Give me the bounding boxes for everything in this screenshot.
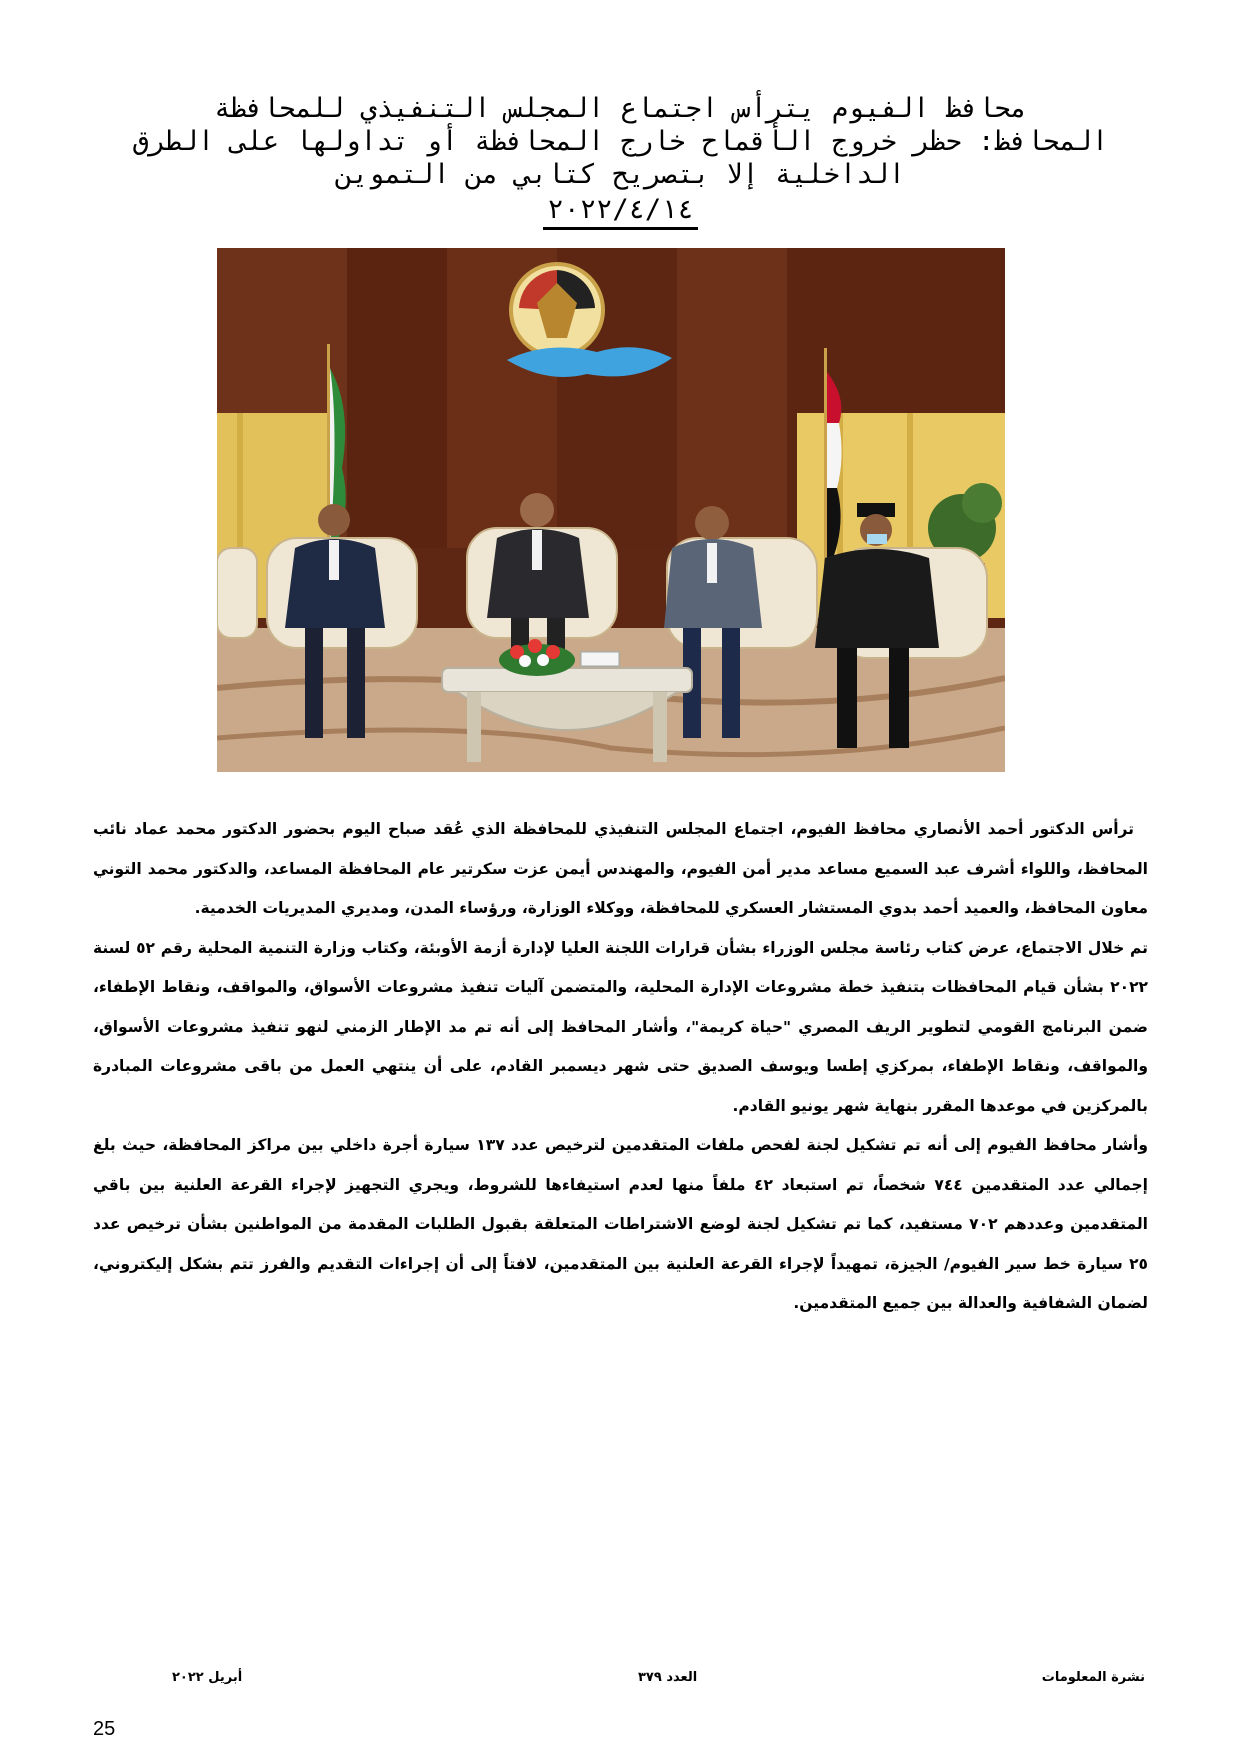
- page-number: 25: [93, 1718, 116, 1740]
- footer-bulletin-name: نشرة المعلومات: [1041, 1670, 1145, 1685]
- article-paragraph: وأشار محافظ الفيوم إلى أنه تم تشكيل لجنة لفحص ملفات المتقدمين لترخيص عدد ١٣٧ سيارة أجرة داخلي بين مراكز المحافظة، حيث بلغ إجمالي عدد المتقدمين ٧٤٤ شخصاً، تم استبعاد ٤٢ ملفاً منها لعدم استيفاءها للشروط، ويجري التجهيز لإجراء القرعة العلنية بين باقي المتقدمين وعددهم ٧٠٢ مستفيد، كما تم تشكيل لجنة لوضع الاشتراطات المتعلقة بقبول الطلبات المقدمة من المواطنين بشأن ترخيص عدد ٢٥ سيارة خط سير الفيوم/ الجيزة، تمهيداً لإجراء القرعة العلنية بين المتقدمين، لافتاً إلى أن إجراءات التقديم والفرز تتم بشكل إليكتروني، لضمان الشفافية والعدالة بين جميع المتقدمين.: [93, 1136, 1148, 1312]
- title-line-2: المحافظ: حظر خروج الأقماح خارج المحافظة أو تداولها على الطرق: [132, 126, 1109, 157]
- footer-issue-number: العدد ٣٧٩: [638, 1670, 698, 1685]
- article-paragraph: ترأس الدكتور أحمد الأنصاري محافظ الفيوم، اجتماع المجلس التنفيذي للمحافظة الذي عُقد صباح اليوم بحضور الدكتور محمد عماد نائب المحافظ، واللواء أشرف عبد السميع مساعد مدير أمن الفيوم، والمهندس أيمن عزت سكرتير عام المحافظة المساعد، والدكتور محمد التوني معاون المحافظ، والعميد أحمد بدوي المستشار العسكري للمحافظة، ووكلاء الوزارة، ورؤساء المدن، ومديري المديريات الخدمية.: [93, 820, 1148, 917]
- article-paragraph: تم خلال الاجتماع، عرض كتاب رئاسة مجلس الوزراء بشأن قرارات اللجنة العليا لإدارة أزمة الأوبئة، وكتاب وزارة التنمية المحلية رقم ٥٢ لسنة ٢٠٢٢ بشأن قيام المحافظات بتنفيذ خطة مشروعات الإدارة المحلية، والمتضمن آليات تنفيذ مشروعات الأسواق، والمواقف، ونقاط الإطفاء، ضمن البرنامج القومي لتطوير الريف المصري "حياة كريمة"، وأشار المحافظ إلى أنه تم مد الإطار الزمني لنهو تنفيذ مشروعات الأسواق، والمواقف، ونقاط الإطفاء، بمركزي إطسا ويوسف الصديق حتى شهر ديسمبر القادم، على أن ينتهي العمل من باقى مشروعات المبادرة بالمركزين في موعدها المقرر بنهاية شهر يونيو القادم.: [93, 938, 1148, 1115]
- article-date: ٢٠٢٢/٤/١٤: [543, 193, 697, 230]
- title-line-1: محافظ الفيوم يترأس اجتماع المجلس التنفيذي للمحافظة: [214, 93, 1027, 124]
- footer-date: أبريل ٢٠٢٢: [172, 1670, 243, 1685]
- meeting-photo: [217, 248, 1005, 772]
- article-header: [80, 92, 1161, 230]
- title-line-3: الداخلية إلا بتصريح كتابي من التموين: [336, 159, 905, 190]
- article-body: [93, 810, 1148, 1324]
- meeting-photo-illustration: [217, 248, 1005, 772]
